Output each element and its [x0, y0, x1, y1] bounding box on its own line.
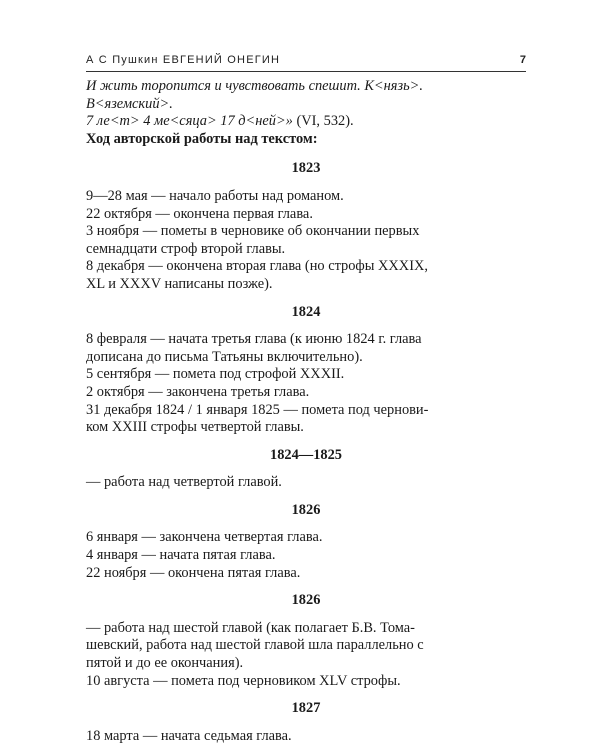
intro-dates: 7 ле<т> 4 ме<сяца> 17 д<ней>»	[86, 113, 293, 130]
year-entries	[86, 620, 526, 690]
year-heading: 1827	[291, 700, 321, 717]
entry-line: 2 октября — закончена третья глава.	[86, 383, 310, 400]
intro-line	[86, 113, 526, 131]
year-heading: 1824—1825	[270, 446, 342, 463]
entry-line: XL и XXXV написаны позже).	[86, 275, 273, 292]
page-number: 7	[519, 54, 526, 66]
entry-line: 8 декабря — окончена вторая глава (но строфы XXXIX,	[86, 258, 428, 275]
intro-line: В<яземский>.	[86, 95, 173, 112]
entry-line: — работа над четвертой главой.	[86, 474, 282, 491]
year-entries	[86, 529, 526, 582]
section-heading: Ход авторской работы над текстом:	[86, 130, 318, 147]
header-rule	[86, 71, 526, 72]
year-entries	[86, 188, 526, 294]
entry-line: 8 февраля — начата третья глава (к июню 1824 г. глава	[86, 331, 422, 348]
entry-line: 18 марта — начата седьмая глава.	[86, 727, 292, 744]
entry-line: шевский, работа над шестой главой шла параллельно с	[86, 637, 424, 654]
year-entries	[86, 331, 526, 437]
running-head	[86, 54, 526, 70]
year-heading: 1823	[291, 160, 321, 177]
year-heading: 1824	[291, 303, 321, 320]
entry-line: 31 декабря 1824 / 1 января 1825 — помета под чернови-	[86, 401, 429, 418]
entry-line: дописана до письма Татьяны включительно).	[86, 348, 363, 365]
entry-line: пятой и до ее окончания).	[86, 655, 244, 672]
intro-line: И жить торопится и чувствовать спешит. К<нязь>.	[86, 78, 423, 94]
entry-line: — работа над шестой главой (как полагает Б.В. Тома-	[86, 619, 415, 636]
year-heading: 1826	[291, 501, 321, 518]
entry-line: 4 января — начата пятая глава.	[86, 547, 276, 564]
entry-line: ком XXIII строфы четвертой главы.	[86, 419, 304, 436]
entry-line: 6 января — закончена четвертая глава.	[86, 529, 323, 546]
intro-citation: (VI, 532).	[292, 113, 354, 130]
entry-line: 3 ноября — пометы в черновике об окончании первых	[86, 223, 420, 240]
year-entries	[86, 474, 526, 492]
entry-line: 22 октября — окончена первая глава.	[86, 205, 313, 222]
entry-line: 9—28 мая — начало работы над романом.	[86, 187, 344, 204]
year-heading: 1826	[291, 592, 321, 609]
entry-line: 10 августа — помета под черновиком XLV строфы.	[86, 672, 401, 689]
entry-line: 22 ноября — окончена пятая глава.	[86, 564, 301, 581]
page-body	[86, 78, 526, 745]
chronology	[86, 160, 526, 745]
entry-line: семнадцати строф второй главы.	[86, 240, 286, 257]
year-entries	[86, 728, 526, 746]
running-title: А С Пушкин ЕВГЕНИЙ ОНЕГИН	[86, 54, 281, 66]
entry-line: 5 сентября — помета под строфой XXXII.	[86, 366, 345, 383]
